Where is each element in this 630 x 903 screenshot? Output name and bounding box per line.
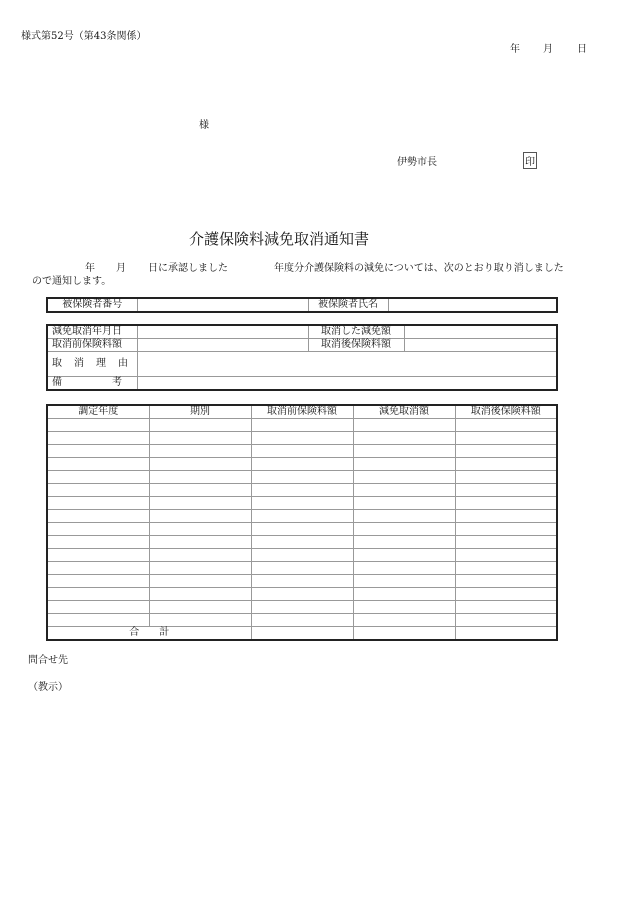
insured-info-box (46, 297, 558, 313)
instruction-label: （教示） (28, 682, 68, 693)
body-text-1: 日に承認しました (148, 263, 228, 274)
after-amount-field (404, 339, 557, 352)
table-cell (47, 536, 149, 549)
table-cell (47, 562, 149, 575)
table-cell (455, 445, 557, 458)
column-header: 取消後保険料額 (455, 405, 557, 419)
table-row (47, 471, 557, 484)
total-row (47, 627, 557, 641)
table-cell (455, 471, 557, 484)
table-cell (251, 458, 353, 471)
contact-label: 問合せ先 (28, 655, 68, 666)
table-cell (47, 575, 149, 588)
table-cell (47, 458, 149, 471)
remarks-label: 備考 (47, 377, 137, 391)
table-row (47, 510, 557, 523)
table-cell (353, 458, 455, 471)
table-cell (47, 445, 149, 458)
table-cell (455, 588, 557, 601)
table-cell (251, 588, 353, 601)
total-cell (353, 627, 455, 641)
date-month: 月 (543, 44, 553, 55)
table-row (47, 445, 557, 458)
table-cell (455, 458, 557, 471)
table-cell (251, 471, 353, 484)
table-row (47, 497, 557, 510)
table-cell (353, 523, 455, 536)
table-cell (251, 445, 353, 458)
before-amount-label: 取消前保険料額 (47, 339, 137, 352)
table-cell (455, 484, 557, 497)
remarks-field (137, 377, 557, 391)
detail-table (46, 404, 558, 641)
table-cell (149, 549, 251, 562)
table-cell (353, 445, 455, 458)
table-cell (455, 497, 557, 510)
insured-number-label: 被保険者番号 (47, 298, 137, 312)
column-header: 期別 (149, 405, 251, 419)
table-cell (149, 523, 251, 536)
table-cell (47, 471, 149, 484)
insured-name-field (388, 298, 557, 312)
cancelled-amount-field (404, 325, 557, 339)
table-cell (251, 497, 353, 510)
body-year: 年 (85, 263, 95, 274)
table-cell (455, 601, 557, 614)
table-cell (251, 419, 353, 432)
table-cell (251, 484, 353, 497)
table-cell (251, 510, 353, 523)
table-cell (47, 601, 149, 614)
before-amount-field (137, 339, 308, 352)
date-year: 年 (510, 44, 520, 55)
table-cell (47, 549, 149, 562)
table-cell (353, 471, 455, 484)
table-cell (455, 575, 557, 588)
cancel-date-field (137, 325, 308, 339)
table-cell (149, 510, 251, 523)
insured-number-field (137, 298, 308, 312)
table-cell (353, 432, 455, 445)
table-cell (455, 562, 557, 575)
table-row (47, 549, 557, 562)
body-month: 月 (116, 263, 126, 274)
table-cell (353, 497, 455, 510)
table-cell (149, 471, 251, 484)
table-cell (149, 588, 251, 601)
issuer: 伊勢市長 (397, 157, 437, 168)
table-cell (251, 536, 353, 549)
table-cell (353, 575, 455, 588)
table-cell (149, 575, 251, 588)
date-day: 日 (577, 44, 587, 55)
body-text-2: ので通知します。 (32, 276, 112, 287)
table-cell (47, 419, 149, 432)
table-header (47, 405, 557, 419)
table-row (47, 419, 557, 432)
table-row (47, 614, 557, 627)
table-cell (149, 536, 251, 549)
total-label: 合 計 (47, 627, 251, 641)
table-cell (149, 445, 251, 458)
table-cell (251, 432, 353, 445)
table-cell (251, 562, 353, 575)
table-cell (251, 601, 353, 614)
table-row (47, 523, 557, 536)
total-cell (251, 627, 353, 641)
table-cell (353, 614, 455, 627)
table-cell (455, 536, 557, 549)
table-cell (353, 601, 455, 614)
table-cell (455, 510, 557, 523)
table-row (47, 575, 557, 588)
table-row (47, 432, 557, 445)
table-row (47, 536, 557, 549)
table-cell (455, 523, 557, 536)
table-cell (353, 484, 455, 497)
table-row (47, 588, 557, 601)
table-cell (353, 536, 455, 549)
table-cell (353, 588, 455, 601)
column-header: 取消前保険料額 (251, 405, 353, 419)
table-cell (149, 458, 251, 471)
reason-label: 取消理由 (47, 352, 137, 377)
document-title: 介護保険料減免取消通知書 (189, 230, 370, 248)
table-cell (47, 523, 149, 536)
table-cell (455, 549, 557, 562)
table-cell (47, 432, 149, 445)
addressee-suffix: 様 (199, 120, 209, 131)
table-cell (47, 588, 149, 601)
column-header: 減免取消額 (353, 405, 455, 419)
cancelled-amount-label: 取消した減免額 (308, 325, 404, 339)
column-header: 調定年度 (47, 405, 149, 419)
table-cell (353, 562, 455, 575)
table-cell (149, 601, 251, 614)
table-cell (251, 549, 353, 562)
table-cell (149, 432, 251, 445)
seal-mark: 印 (523, 152, 537, 169)
table-cell (47, 484, 149, 497)
cancel-date-label: 減免取消年月日 (47, 325, 137, 339)
after-amount-label: 取消後保険料額 (308, 339, 404, 352)
table-cell (47, 497, 149, 510)
table-cell (353, 510, 455, 523)
table-cell (47, 510, 149, 523)
body-text-1b: 年度分介護保険料の減免については、次のとおり取り消しました (274, 263, 564, 274)
table-cell (455, 419, 557, 432)
table-cell (149, 562, 251, 575)
table-cell (251, 523, 353, 536)
table-cell (149, 497, 251, 510)
total-cell (455, 627, 557, 641)
table-cell (455, 614, 557, 627)
insured-name-label: 被保険者氏名 (308, 298, 388, 312)
table-cell (251, 575, 353, 588)
table-cell (149, 484, 251, 497)
table-cell (149, 614, 251, 627)
table-row (47, 484, 557, 497)
table-cell (455, 432, 557, 445)
table-cell (353, 419, 455, 432)
table-row (47, 562, 557, 575)
table-cell (47, 614, 149, 627)
cancellation-box (46, 324, 558, 391)
table-cell (149, 419, 251, 432)
table-row (47, 458, 557, 471)
table-cell (353, 549, 455, 562)
form-number: 様式第52号（第43条関係） (21, 31, 147, 42)
table-cell (251, 614, 353, 627)
reason-field (137, 352, 557, 377)
table-row (47, 601, 557, 614)
